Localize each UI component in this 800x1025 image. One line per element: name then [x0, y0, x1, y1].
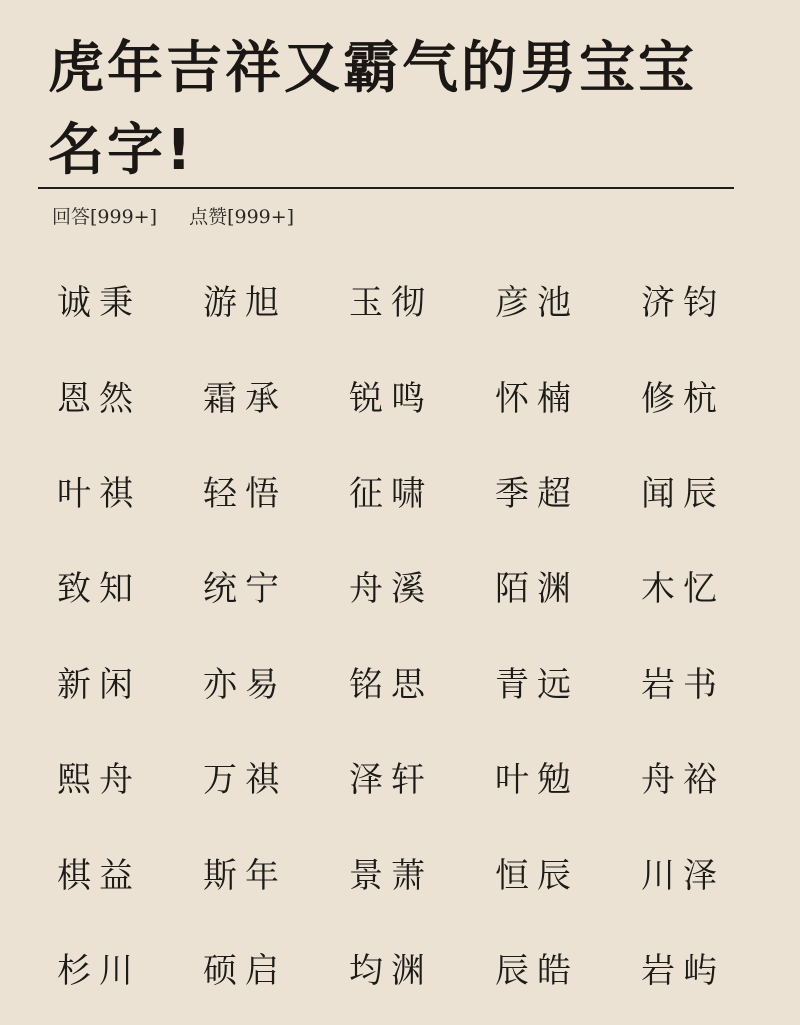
name-item: 景萧 — [349, 855, 433, 896]
page-title: 虎年吉祥又霸气的男宝宝名字! — [48, 36, 697, 183]
name-item: 均渊 — [349, 950, 433, 991]
name-item: 铭思 — [349, 664, 433, 705]
name-item: 棋益 — [57, 855, 141, 896]
name-item: 恒辰 — [495, 855, 579, 896]
name-item: 硕启 — [203, 950, 287, 991]
name-grid — [26, 252, 768, 1015]
name-item: 舟裕 — [641, 760, 725, 801]
name-item: 锐鸣 — [349, 378, 433, 419]
name-item: 川泽 — [641, 855, 725, 896]
answers-count[interactable]: 回答[999+] — [52, 206, 158, 228]
name-item: 诚秉 — [57, 283, 141, 324]
name-item: 泽轩 — [349, 760, 433, 801]
name-item: 斯年 — [203, 855, 287, 896]
name-item: 济钧 — [641, 283, 725, 324]
name-item: 新闲 — [57, 664, 141, 705]
name-item: 致知 — [57, 569, 141, 610]
name-item: 怀楠 — [495, 378, 579, 419]
name-item: 陌渊 — [495, 569, 579, 610]
likes-count[interactable]: 点赞[999+] — [189, 206, 295, 228]
name-item: 叶祺 — [57, 473, 141, 514]
name-item: 岩书 — [641, 664, 725, 705]
name-item: 舟溪 — [349, 569, 433, 610]
name-item: 玉彻 — [349, 283, 433, 324]
name-item: 彦池 — [495, 283, 579, 324]
name-item: 修杭 — [641, 378, 725, 419]
name-item: 亦易 — [203, 664, 287, 705]
name-item: 季超 — [495, 473, 579, 514]
post-stats — [52, 203, 294, 231]
name-item: 杉川 — [57, 950, 141, 991]
name-item: 岩屿 — [641, 950, 725, 991]
name-item: 辰皓 — [495, 950, 579, 991]
name-item: 青远 — [495, 664, 579, 705]
name-item: 轻悟 — [203, 473, 287, 514]
name-item: 叶勉 — [495, 760, 579, 801]
name-item: 游旭 — [203, 283, 287, 324]
name-item: 木忆 — [641, 569, 725, 610]
name-item: 熙舟 — [57, 760, 141, 801]
name-item: 恩然 — [57, 378, 141, 419]
title-divider — [38, 187, 734, 189]
name-item: 霜承 — [203, 378, 287, 419]
name-item: 征啸 — [349, 473, 433, 514]
name-item: 万祺 — [203, 760, 287, 801]
name-item: 统宁 — [203, 569, 287, 610]
name-item: 闻辰 — [641, 473, 725, 514]
